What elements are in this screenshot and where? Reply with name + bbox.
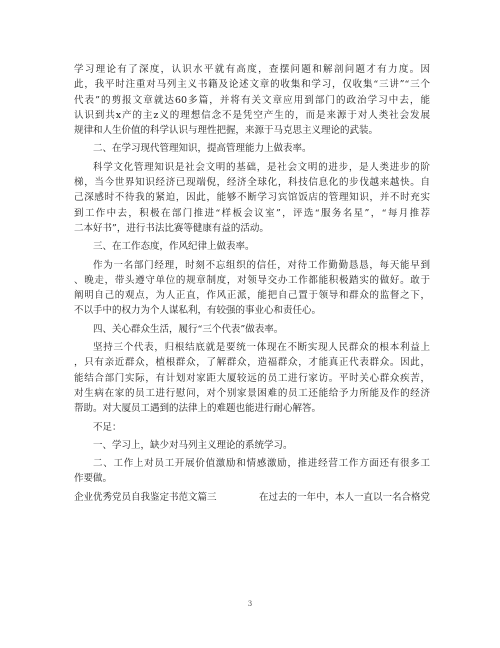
page-number: 3 (247, 600, 253, 608)
paragraph-line: ，只有亲近群众，植根群众，了解群众，造福群众，才能真正代表群众。因此， (74, 357, 430, 369)
paragraph-line: 学习理论有了深度，认识水平就有高度，查摆问题和解剖问题才有力度。因 (74, 64, 430, 75)
article-opening: 在过去的一年中，本人一直以一名合格党 (258, 491, 430, 503)
section-heading: 二、在学习现代管理知识，提高管理能力上做表率。 (93, 143, 312, 155)
paragraph-line: 到工作中去，积极在部门推进“样板会议室”，评选“服务名星”，“每月推荐 (74, 207, 430, 219)
paragraph-line: 阐明自己的观点，为人正直，作风正派，能把自己置于领导和群众的监督之下， (74, 290, 430, 302)
paragraph-line: 己深感时不待我的紧迫，因此，能够不断学习宾馆饭店的管理知识，并不时充实 (74, 192, 430, 204)
paragraph-line: 作为一名部门经理，时刻不忘组织的信任，对待工作勤勤恳恳，每天能早到 (93, 259, 430, 271)
body-text (74, 62, 430, 505)
article-title: 企业优秀党员自我鉴定书范文篇三 (74, 491, 217, 503)
paragraph-line: 不以手中的权力为个人谋私利，有较强的事业心和责任心。 (74, 305, 322, 317)
paragraph-line: 能结合部门实际，有计划对家距大厦较远的员工进行家访。平时关心群众疾苦， (74, 372, 430, 384)
paragraph-line: 认识到共x产的主z义的理想信念不是凭空产生的，而是来源于对人类社会发展 (74, 109, 430, 121)
paragraph-line: 梯，当今世界知识经济已现端倪，经济全球化，科技信息化的步伐越来越快。自 (74, 177, 430, 189)
paragraph-line: 作要做。 (74, 473, 113, 485)
section-heading: 四、关心群众生活，履行“三个代表”做表率。 (93, 323, 284, 335)
paragraph-line: 二本好书”，进行书法比赛等健康有益的活动。 (74, 222, 269, 234)
section-heading: 三、在工作态度，作风纪律上做表率。 (93, 241, 255, 253)
paragraph-line: 科学文化管理知识是社会文明的基础，是社会文明的进步，是人类进步的阶 (93, 161, 430, 173)
section-heading: 不足： (93, 421, 122, 433)
paragraph-line: 二、工作上对员工开展价值激励和情感激励，推进经营工作方面还有很多工 (93, 458, 430, 470)
paragraph-line: 此，我平时注重对马列主义书籍及论述文章的收集和学习，仅收集“三讲”“三个 (74, 79, 430, 91)
paragraph-line: 一、学习上，缺少对马列主义理论的系统学习。 (93, 439, 293, 451)
paragraph-line: 坚持三个代表，归根结底就是要统一体现在不断实现人民群众的根本利益上 (93, 342, 430, 354)
next-article-line (74, 490, 430, 505)
paragraph-line: 规律和人生价值的科学认识与理性把握，来源于马克思主义理论的武装。 (74, 125, 379, 137)
paragraph-line: 代表”的剪报文章就达60多篇，并将有关文章应用到部门的政治学习中去，能 (74, 94, 430, 106)
paragraph-line: 帮助。对大厦员工遇到的法律上的难题也能进行耐心解答。 (74, 403, 322, 415)
paragraph-line: 、晚走，带头遵守单位的规章制度，对领导交办工作都能积极踏实的做好。敢于 (74, 274, 430, 286)
paragraph-line: 对生病在家的员工进行慰问，对个别家景困难的员工还能给予力所能及作的经济 (74, 387, 430, 399)
